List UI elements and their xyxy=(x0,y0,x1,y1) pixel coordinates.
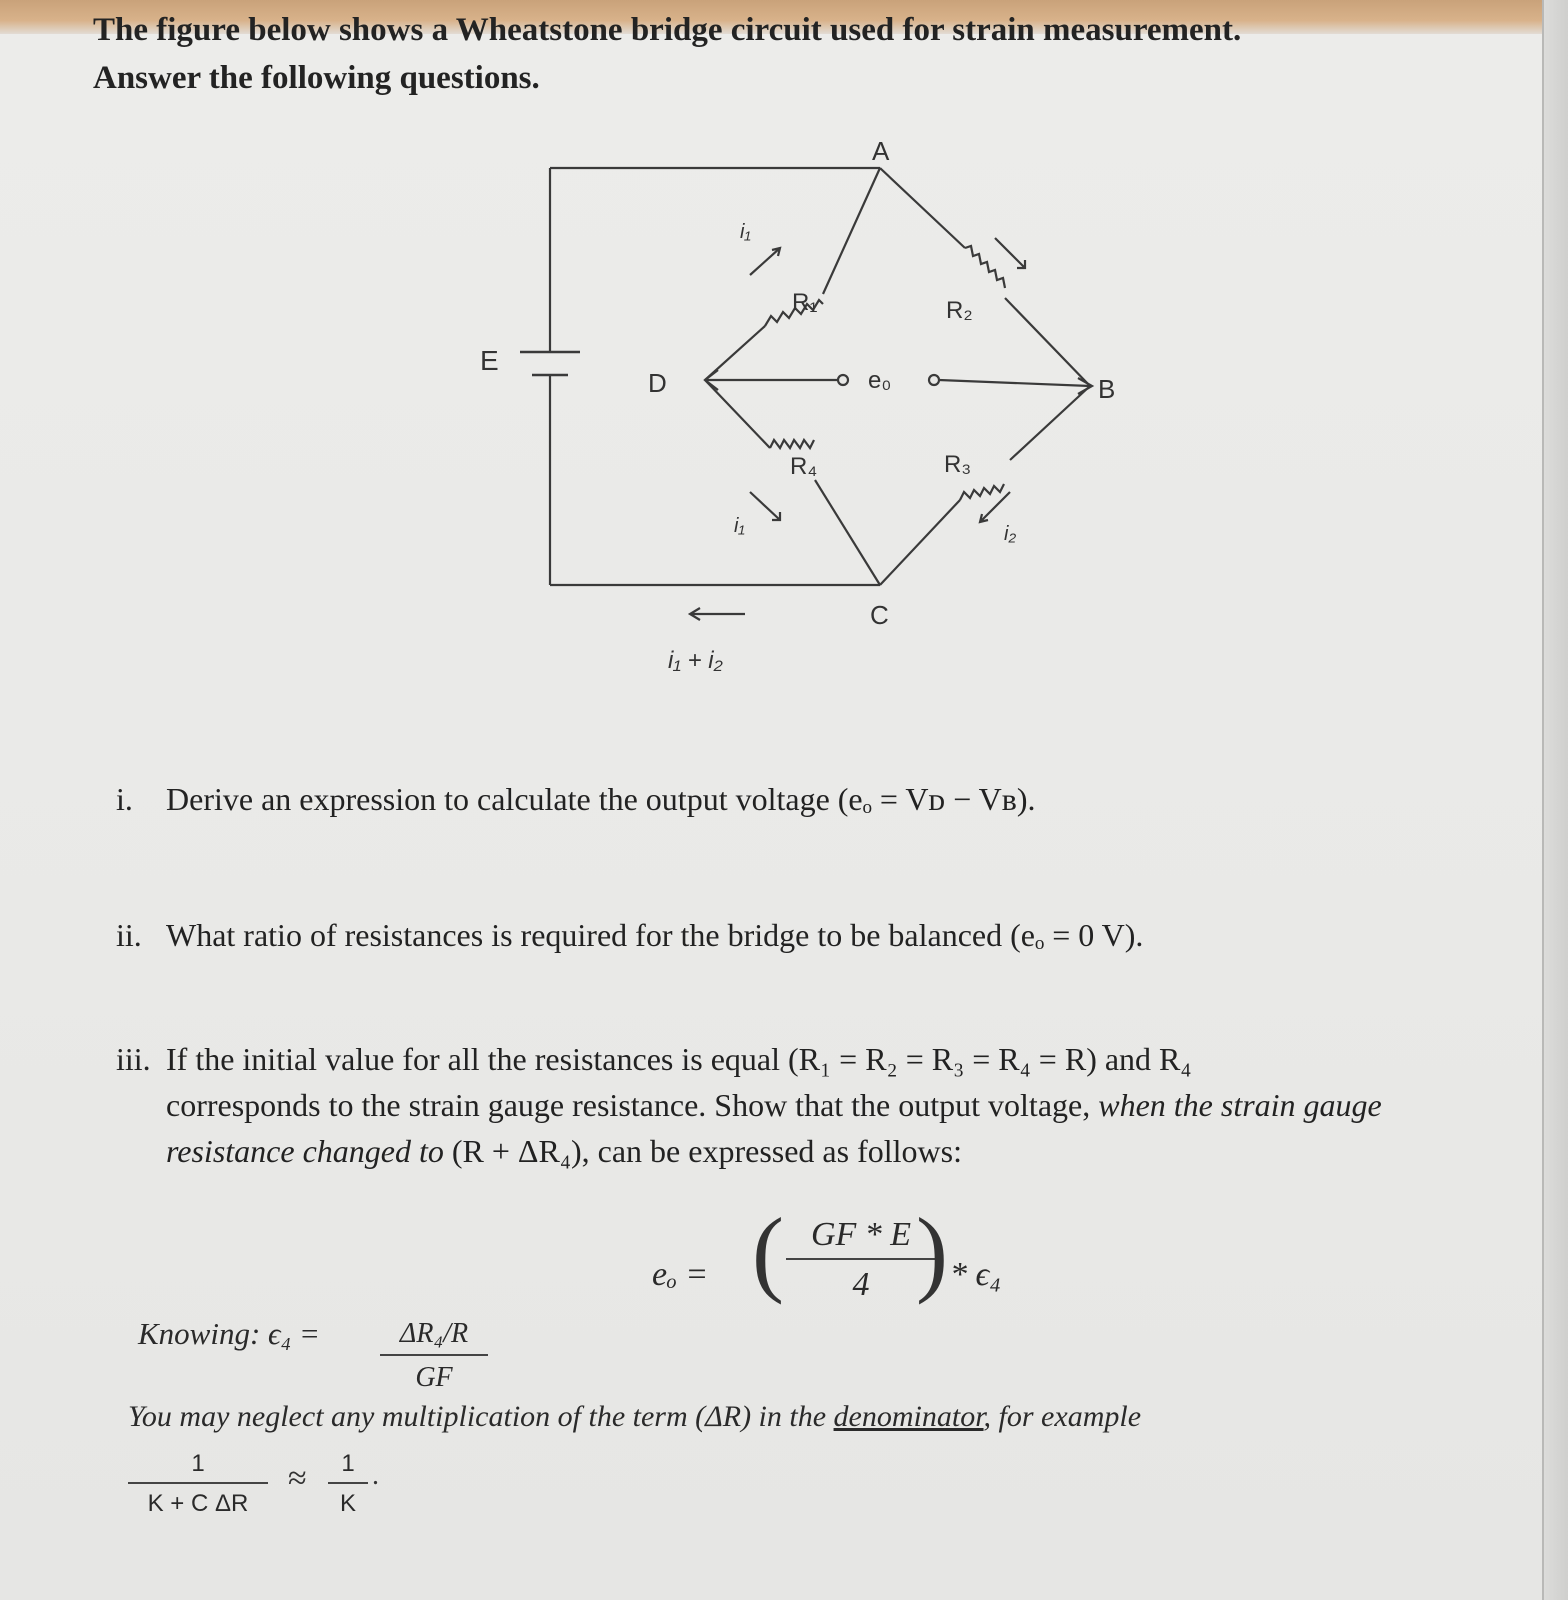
paren-right: ) xyxy=(916,1198,948,1305)
question-3-text-b: corresponds to the strain gauge resistance. Show that the output voltage, xyxy=(166,1087,1099,1123)
label-eo: e₀ xyxy=(868,367,892,394)
label-total-current: i₁ + i₂ xyxy=(668,647,723,674)
question-2-number: ii. xyxy=(116,917,142,953)
header-line-1: The figure below shows a Wheatstone bridge circuit used for strain measurement. xyxy=(93,12,1242,48)
equation-numerator: GF * E xyxy=(786,1216,936,1260)
arrow-i2-bottom xyxy=(980,492,1010,522)
label-e: E xyxy=(480,345,499,376)
equation-rhs: * ϵ₄ xyxy=(950,1256,1002,1293)
page-edge xyxy=(1542,0,1568,1600)
resistor-r4 xyxy=(770,440,814,448)
example-numerator-1: 1 xyxy=(128,1450,268,1484)
example-fraction-2 xyxy=(328,1450,368,1518)
question-1-text: Derive an expression to calculate the output voltage (eₒ = Vᴅ − Vʙ). xyxy=(166,781,1036,817)
strain-fraction xyxy=(380,1318,488,1394)
arrow-total xyxy=(690,608,745,620)
label-r3: R₃ xyxy=(944,451,972,478)
question-3-text-a: If the initial value for all the resistances is equal (R₁ = R₂ = R₃ = R₄ = R) and R₄ xyxy=(166,1041,1192,1077)
question-1 xyxy=(116,776,1036,822)
resistor-r2 xyxy=(965,246,1005,288)
example-period: . xyxy=(372,1460,379,1491)
label-i1-top: i₁ xyxy=(740,221,751,243)
paren-left: ( xyxy=(752,1198,784,1305)
arm-c-b xyxy=(880,500,960,585)
wheatstone-bridge-diagram xyxy=(450,130,1150,690)
question-1-number: i. xyxy=(116,781,133,817)
equation-fraction xyxy=(786,1216,936,1304)
question-3-text-c: (R + ΔR₄), can be expressed as follows: xyxy=(443,1133,962,1169)
example-fraction-1 xyxy=(128,1450,268,1518)
label-c: C xyxy=(870,600,889,630)
question-2 xyxy=(116,912,1143,958)
arrow-i1-bottom xyxy=(750,492,780,520)
equation-denominator: 4 xyxy=(852,1266,870,1303)
neglect-text-underlined: denominator xyxy=(833,1400,984,1433)
label-d: D xyxy=(648,368,667,398)
question-3 xyxy=(116,1036,1456,1174)
example-numerator-2: 1 xyxy=(328,1450,368,1484)
label-b: B xyxy=(1098,374,1116,404)
label-r4: R₄ xyxy=(790,453,818,480)
question-2-text: What ratio of resistances is required for the bridge to be balanced (eₒ = 0 V). xyxy=(166,917,1144,953)
strain-numerator: ΔR₄/R xyxy=(380,1318,488,1356)
question-3-number: iii. xyxy=(116,1041,151,1077)
arrow-i1-top xyxy=(750,248,780,275)
neglect-note xyxy=(128,1400,1141,1434)
example-denominator-2: K xyxy=(339,1490,356,1517)
neglect-text-b: , for example xyxy=(983,1400,1142,1433)
label-r2: R₂ xyxy=(946,297,973,324)
strain-denominator: GF xyxy=(415,1362,453,1393)
terminal-left xyxy=(838,375,848,385)
terminal-right xyxy=(929,375,939,385)
knowing-label: Knowing: ϵ₄ = xyxy=(138,1316,320,1351)
label-r1: R₁ xyxy=(792,289,818,316)
wire-eo-b xyxy=(939,380,1090,386)
label-i1-bottom: i₁ xyxy=(734,515,745,537)
example-denominator-1: K + C ΔR xyxy=(147,1490,249,1517)
question-3-text-italic: when the strain gauge resistance changed to xyxy=(166,1087,1382,1169)
arrow-i2-top xyxy=(995,238,1025,268)
label-a: A xyxy=(872,136,890,166)
arm-d-c xyxy=(705,380,770,448)
neglect-text-a: You may neglect any multiplication of the term (ΔR) in the xyxy=(128,1400,834,1433)
arm-a-b xyxy=(880,168,965,248)
approx-symbol: ≈ xyxy=(288,1460,307,1497)
header-line-2: Answer the following questions. xyxy=(93,60,540,96)
problem-header xyxy=(93,6,1413,102)
label-i2-bottom: i₂ xyxy=(1004,523,1017,545)
resistor-r3 xyxy=(960,484,1004,500)
equation-lhs: eₒ = xyxy=(652,1256,709,1293)
